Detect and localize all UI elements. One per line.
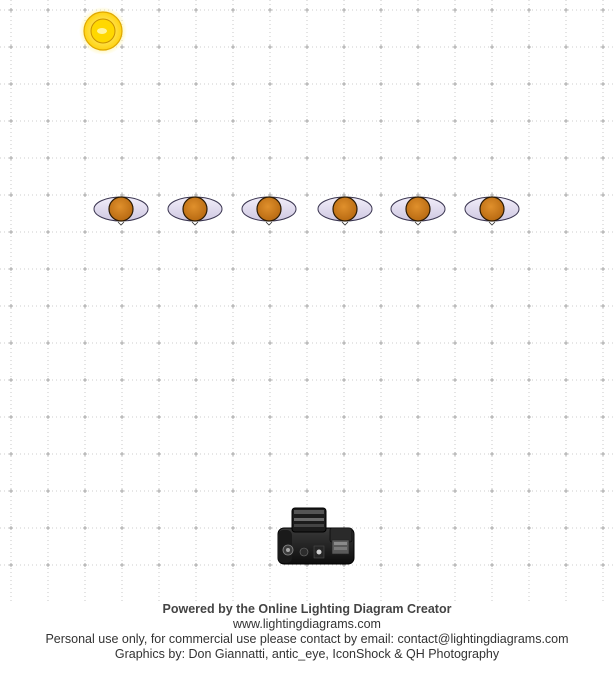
person-top-view-icon[interactable]	[94, 197, 148, 225]
dslr-camera-icon[interactable]	[278, 508, 354, 564]
sun-icon[interactable]	[79, 7, 127, 55]
footer	[0, 602, 614, 662]
person-top-view-icon[interactable]	[391, 197, 445, 225]
footer-url[interactable]: www.lightingdiagrams.com	[233, 617, 381, 631]
footer-title: Powered by the Online Lighting Diagram Creator	[162, 602, 452, 616]
person-top-view-icon[interactable]	[168, 197, 222, 225]
footer-license: Personal use only, for commercial use please contact by email: contact@lightingdiagrams.com	[45, 632, 569, 646]
person-top-view-icon[interactable]	[242, 197, 296, 225]
person-top-view-icon[interactable]	[465, 197, 519, 225]
diagram-elements	[79, 7, 519, 564]
person-top-view-icon[interactable]	[318, 197, 372, 225]
footer-credits: Graphics by: Don Giannatti, antic_eye, IconShock & QH Photography	[114, 647, 500, 661]
